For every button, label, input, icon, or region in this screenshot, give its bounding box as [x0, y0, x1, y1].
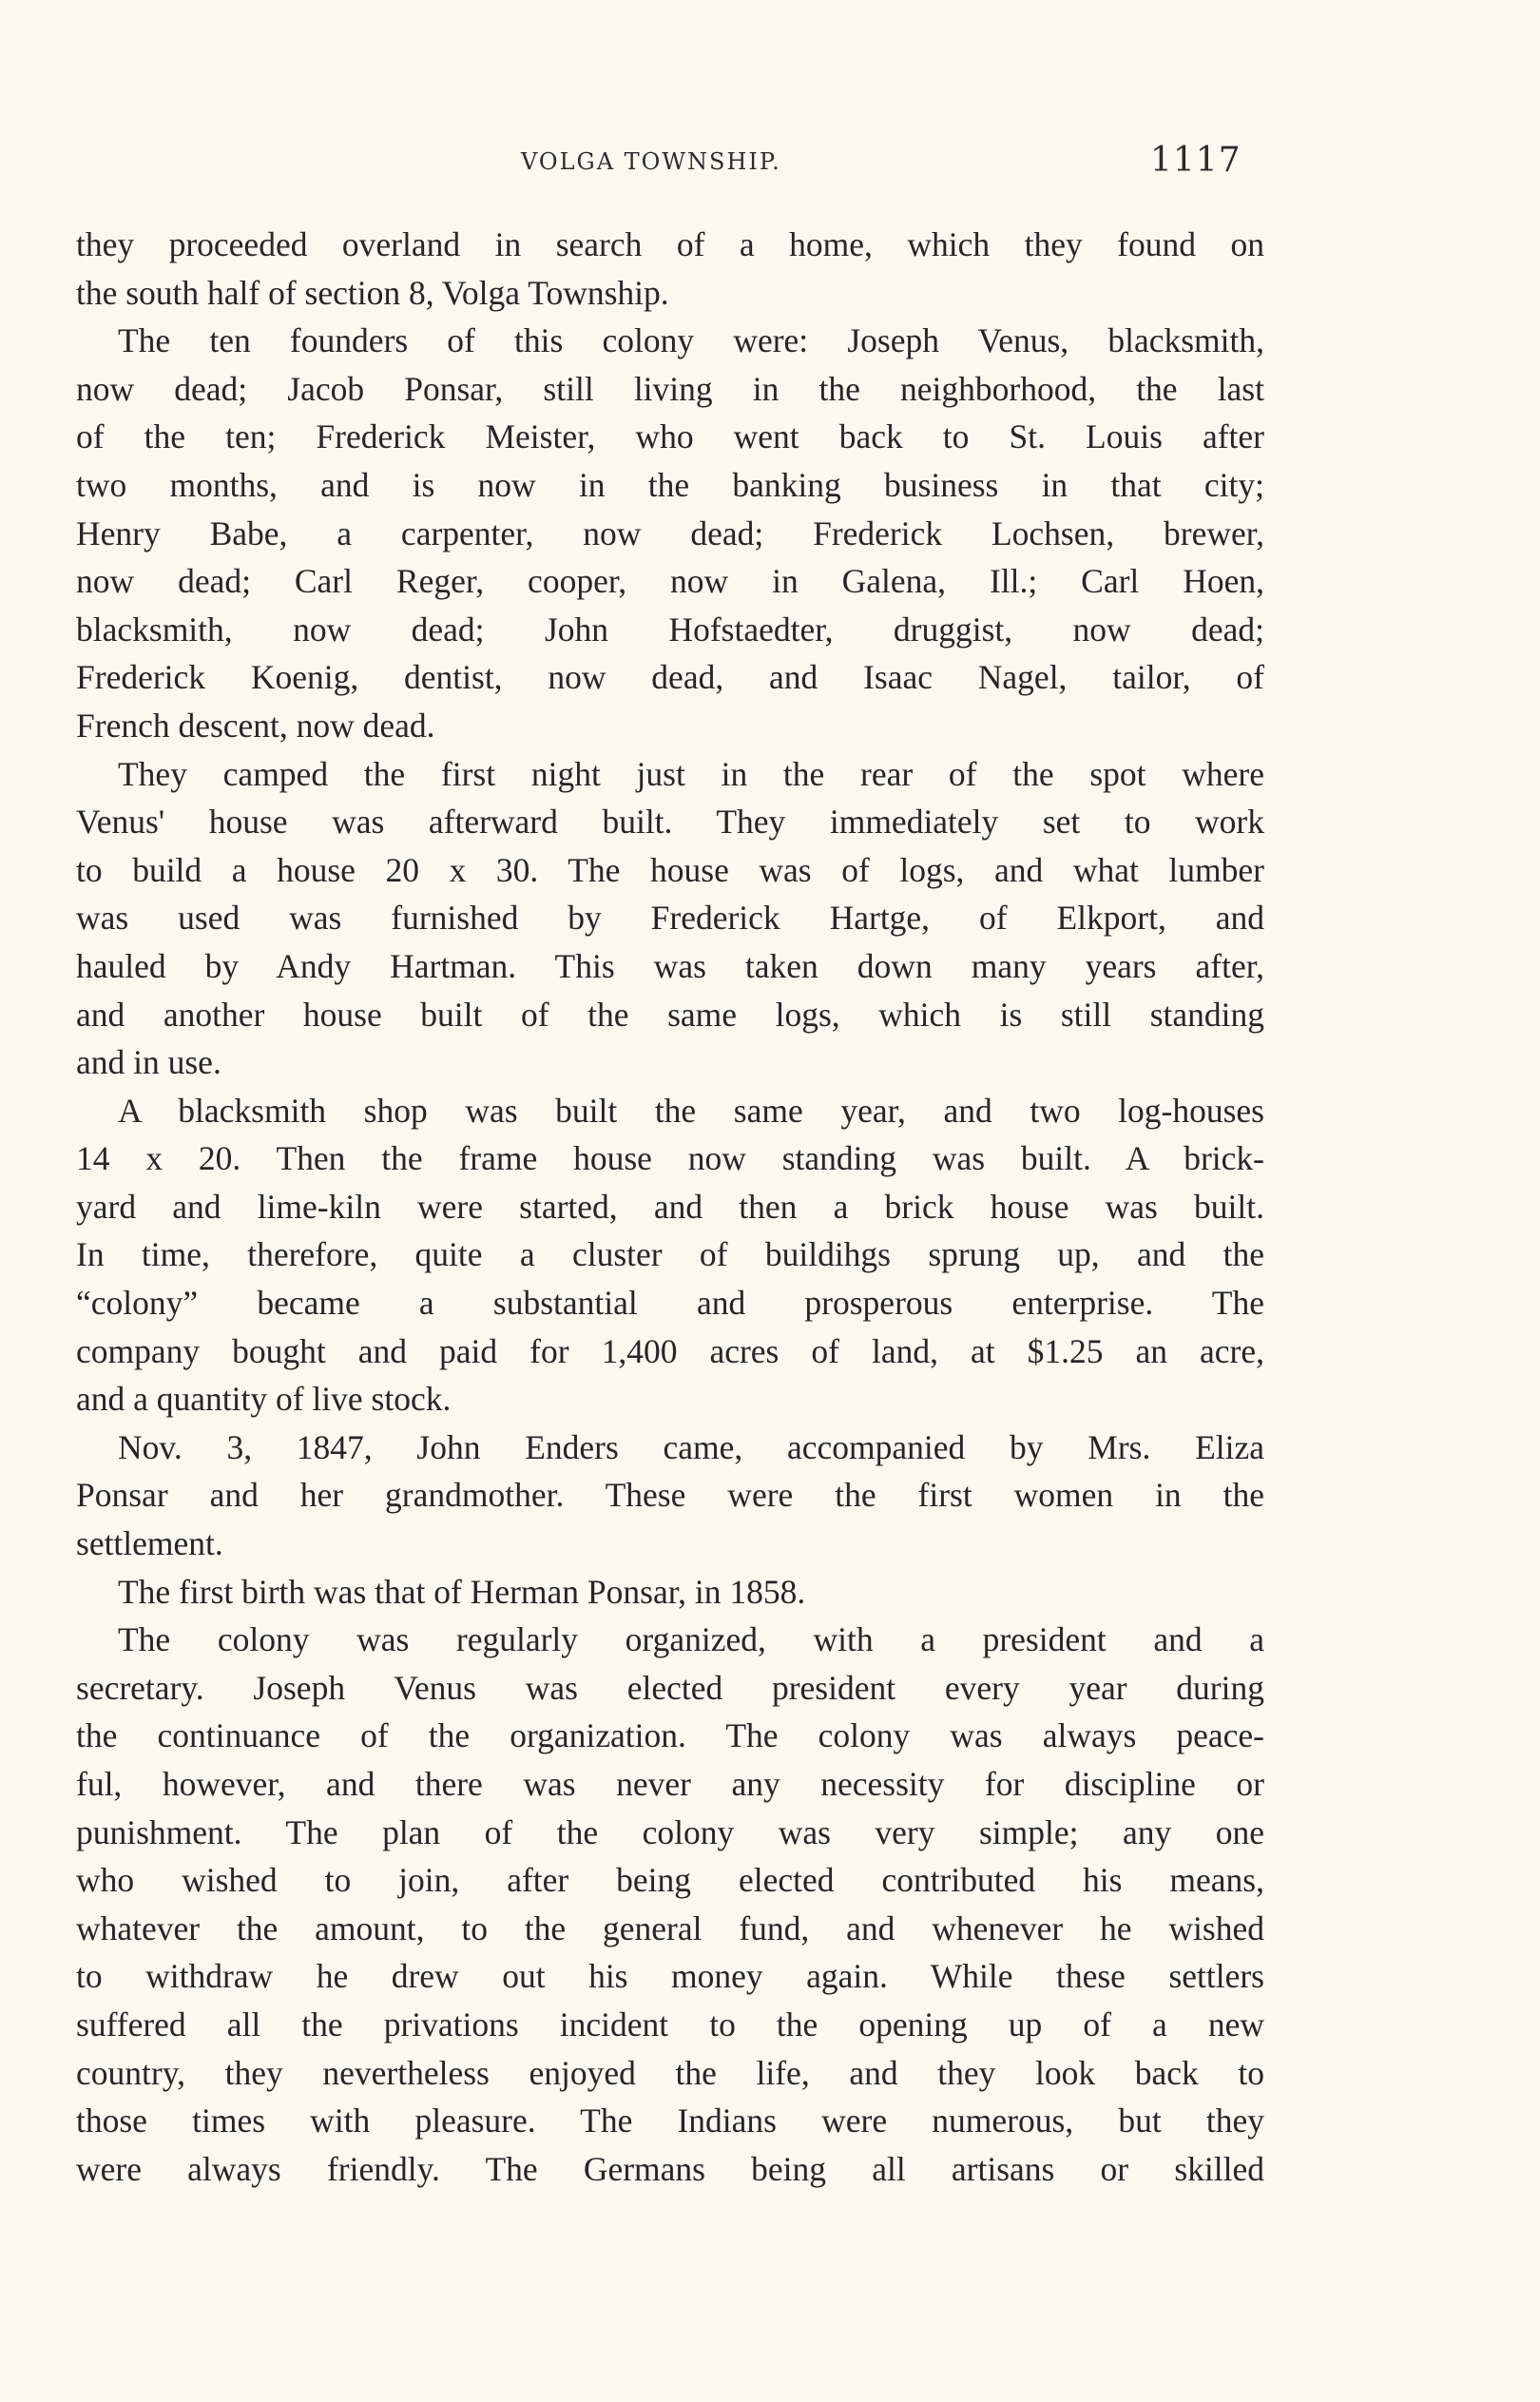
text-line: They camped the first night just in the rear of the spot where: [118, 754, 1264, 793]
text-line: ful, however, and there was never any necessity for discipline or: [76, 1765, 1264, 1803]
text-line: hauled by Andy Hartman. This was taken down many years after,: [76, 946, 1264, 985]
text-line: Ponsar and her grandmother. These were the first women in the: [76, 1476, 1264, 1515]
text-line: was used was furnished by Frederick Hartge, of Elkport, and: [76, 899, 1264, 938]
text-line: Nov. 3, 1847, John Enders came, accompanied by Mrs. Eliza: [118, 1427, 1264, 1466]
text-line: two months, and is now in the banking business in that city;: [76, 465, 1264, 504]
text-line: and in use.: [76, 1043, 221, 1082]
text-line: The ten founders of this colony were: Joseph Venus, blacksmith,: [118, 321, 1264, 360]
text-line: to build a house 20 x 30. The house was of logs, and what lumber: [76, 850, 1264, 889]
text-line: Henry Babe, a carpenter, now dead; Frederick Lochsen, brewer,: [76, 513, 1264, 552]
text-line: company bought and paid for 1,400 acres of land, at $1.25 an acre,: [76, 1331, 1264, 1370]
text-line: of the ten; Frederick Meister, who went back to St. Louis after: [76, 417, 1264, 456]
text-line: The colony was regularly organized, with a president and a: [118, 1620, 1264, 1659]
text-line: the continuance of the organization. The colony was always peace-: [76, 1716, 1264, 1755]
page-number: 1117: [1150, 141, 1242, 180]
text-line: 14 x 20. Then the frame house now standing was built. A brick-: [76, 1139, 1264, 1178]
text-line: whatever the amount, to the general fund, and whenever he wished: [76, 1908, 1264, 1947]
text-line: secretary. Joseph Venus was elected president every year during: [76, 1668, 1264, 1707]
running-title: VOLGA TOWNSHIP.: [521, 148, 781, 175]
text-line: the south half of section 8, Volga Township.: [76, 273, 669, 312]
text-line: Venus' house was afterward built. They immediately set to work: [76, 803, 1264, 842]
text-line: punishment. The plan of the colony was very simple; any one: [76, 1812, 1264, 1851]
text-line: were always friendly. The Germans being all artisans or skilled: [76, 2149, 1264, 2188]
text-line: blacksmith, now dead; John Hofstaedter, druggist, now dead;: [76, 610, 1264, 649]
text-line: who wished to join, after being elected contributed his means,: [76, 1861, 1264, 1900]
text-line: and a quantity of live stock.: [76, 1380, 452, 1419]
text-line: suffered all the privations incident to the opening up of a new: [76, 2005, 1264, 2044]
text-line: now dead; Carl Reger, cooper, now in Galena, Ill.; Carl Hoen,: [76, 562, 1264, 601]
text-line: The first birth was that of Herman Ponsar, in 1858.: [118, 1572, 806, 1611]
text-line: country, they nevertheless enjoyed the life, and they look back to: [76, 2053, 1264, 2092]
text-line: yard and lime-kiln were started, and then a brick house was built.: [76, 1187, 1264, 1226]
text-line: those times with pleasure. The Indians were numerous, but they: [76, 2102, 1264, 2140]
text-line: they proceeded overland in search of a home, which they found on: [76, 225, 1264, 263]
text-line: French descent, now dead.: [76, 706, 435, 745]
text-line: A blacksmith shop was built the same year, and two log-houses: [118, 1091, 1264, 1130]
text-line: In time, therefore, quite a cluster of buildihgs sprung up, and the: [76, 1235, 1264, 1274]
body-text: [76, 221, 1264, 2193]
text-line: to withdraw he drew out his money again. While these settlers: [76, 1957, 1264, 1996]
text-line: “colony” became a substantial and prosperous enterprise. The: [76, 1284, 1264, 1323]
running-head: [0, 141, 1540, 188]
text-line: and another house built of the same logs, which is still standing: [76, 995, 1264, 1034]
text-line: Frederick Koenig, dentist, now dead, and Isaac Nagel, tailor, of: [76, 658, 1264, 697]
text-line: now dead; Jacob Ponsar, still living in the neighborhood, the last: [76, 369, 1264, 408]
text-line: settlement.: [76, 1524, 223, 1563]
